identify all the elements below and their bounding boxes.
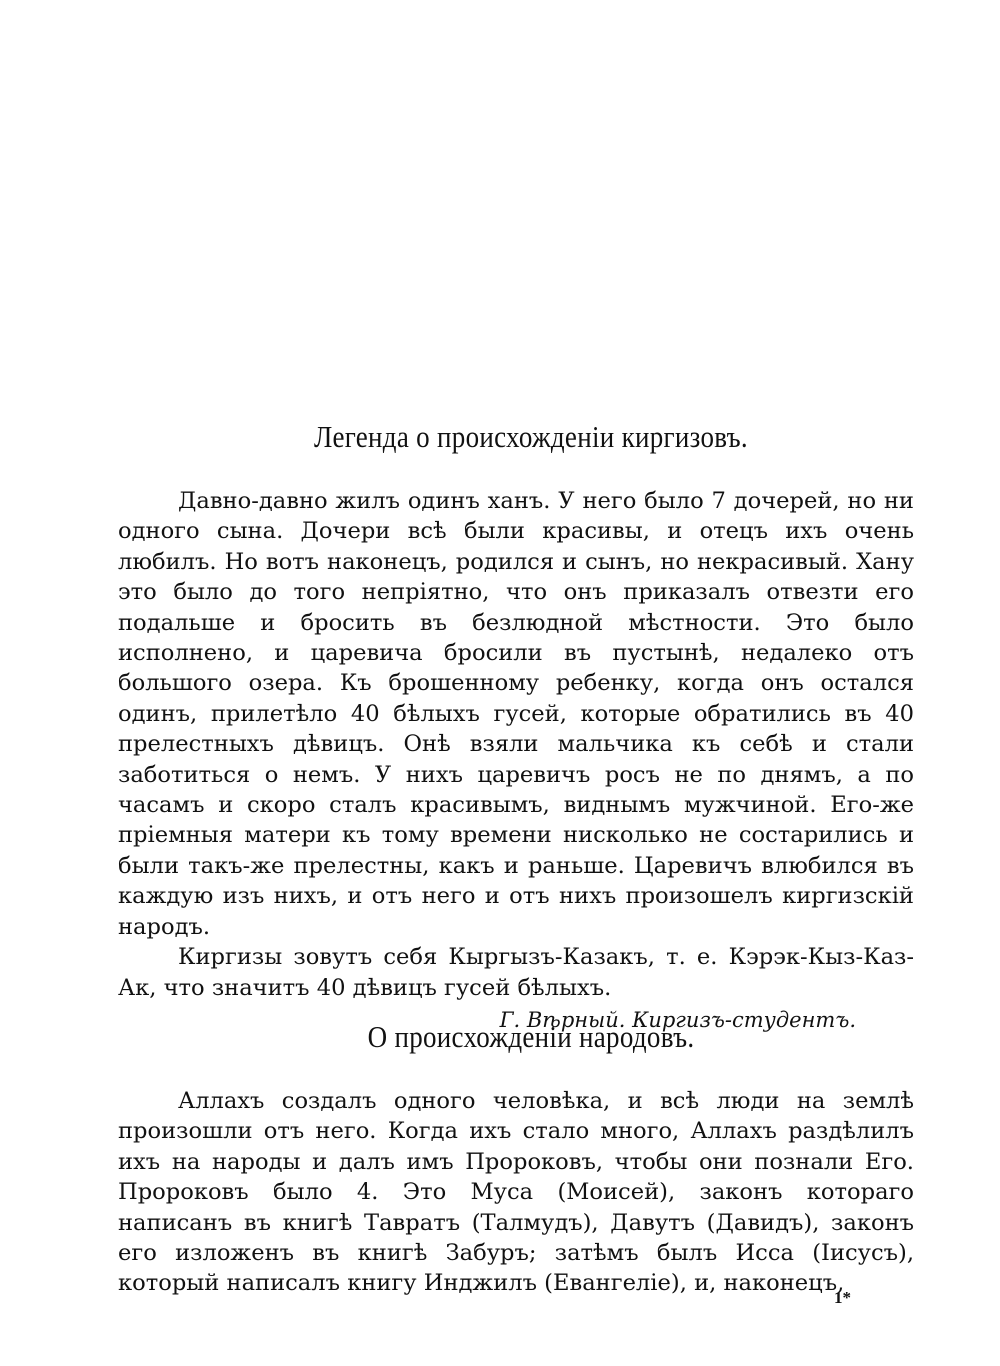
legend-paragraph-1: Давно-давно жилъ одинъ ханъ. У него было 7 дочерей, но ни одного сына. Дочери всѣ были красивы, и отецъ ихъ очень любилъ. Но вотъ наконецъ, родился и сынъ, но некрасивый. Хану это было до того непріятно, что онъ приказалъ отвезти его подальше и бросить въ безлюдной мѣстности. Это было исполнено, и царевича бросили въ пустынѣ, недалеко отъ большого озера. Къ брошенному ребенку, когда онъ остался одинъ, прилетѣло 40 бѣлыхъ гусей, которые обратились въ 40 прелестныхъ дѣвицъ. Онѣ взяли мальчика къ себѣ и стали заботиться о немъ. У нихъ царевичъ росъ не по днямъ, а по часамъ и скоро сталъ красивымъ, виднымъ мужчиной. Его-же пріемныя матери къ тому времени нисколько не состарились и были такъ-же прелестны, какъ и раньше. Царевичъ влюбился въ каждую изъ нихъ, и отъ него и отъ нихъ произошелъ киргизскій народъ. [118, 488, 914, 940]
legend-section [118, 422, 914, 1035]
legend-paragraph-2: Киргизы зовутъ себя Кыргызъ-Казакъ, т. е. Кэрэк-Кыз-Каз-Ак, что значитъ 40 дѣвицъ гусей бѣлыхъ. [118, 944, 914, 1001]
author-signature: Г. Вѣрный. Киргизъ-студентъ. [499, 1007, 856, 1032]
origin-title: О происхожденіи народовъ. [367, 1020, 695, 1054]
legend-title: Легенда о происхожденіи киргизовъ. [314, 420, 748, 454]
origin-paragraph-1: Аллахъ создалъ одного человѣка, и всѣ люди на землѣ произошли отъ него. Когда ихъ стало много, Аллахъ раздѣлилъ ихъ на народы и далъ имъ Пророковъ, чтобы они познали Его. Пророковъ было 4. Это Муса (Моисей), законъ котораго написанъ въ книгѣ Тавратъ (Талмудъ), Давутъ (Давидъ), законъ его изложенъ въ книгѣ Забуръ; затѣмъ былъ Исса (Іисусъ), который написалъ книгу Инджилъ (Евангеліе), и, наконецъ, [118, 1088, 914, 1297]
page-number: 1* [834, 1288, 851, 1307]
origin-of-peoples-section [118, 1022, 914, 1299]
